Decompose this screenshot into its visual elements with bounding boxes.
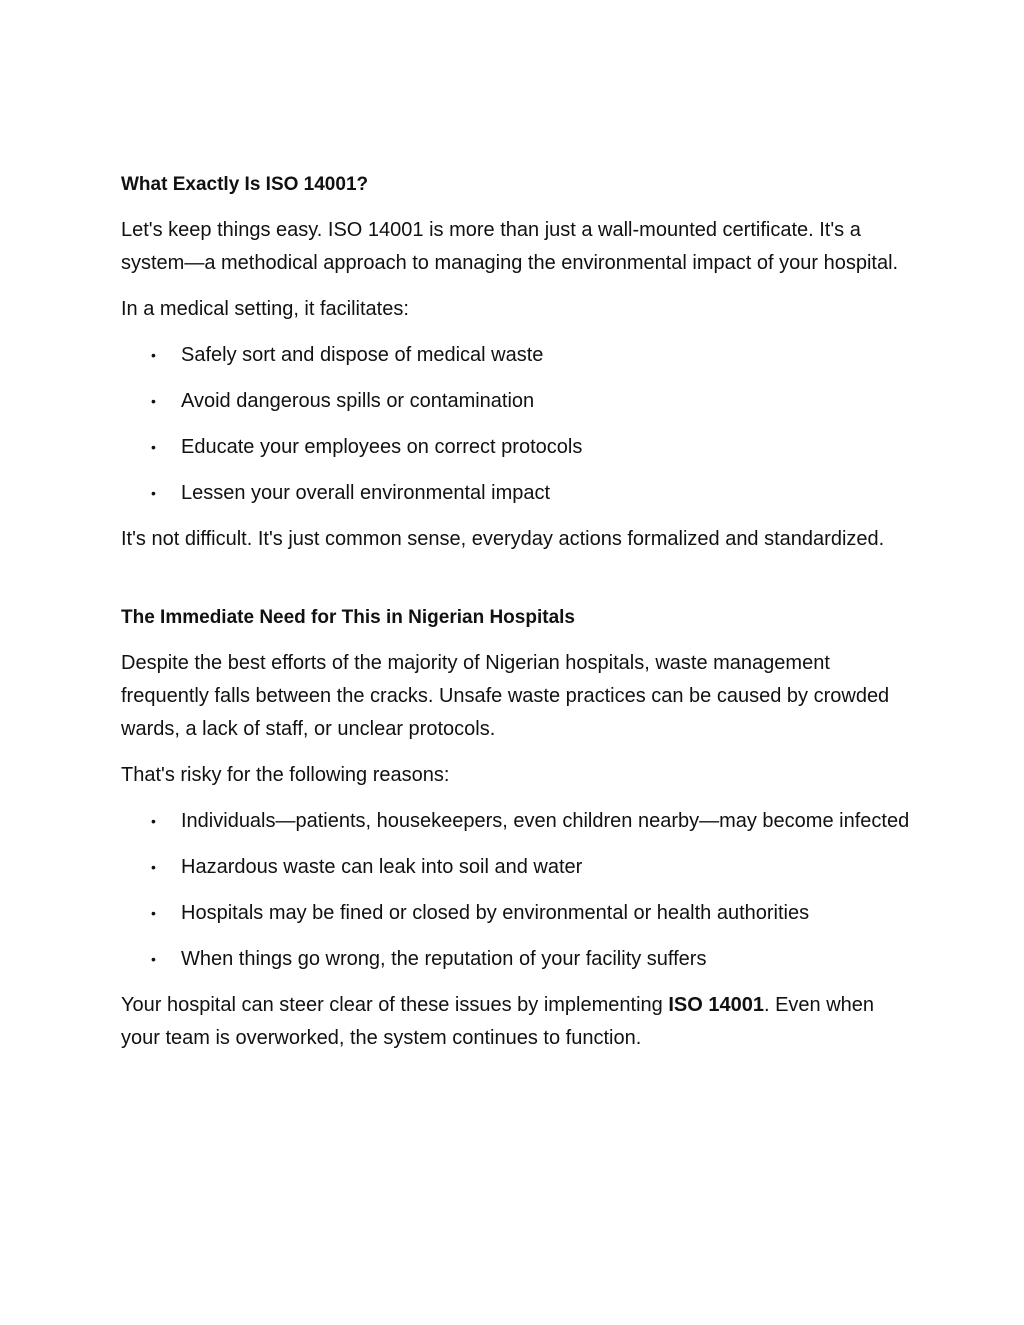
- risks-list: [121, 805, 911, 976]
- section-heading-iso-14001: What Exactly Is ISO 14001?: [121, 174, 369, 195]
- bullet-icon: •: [151, 813, 156, 829]
- bullet-icon: •: [151, 393, 156, 409]
- bullet-icon: •: [151, 347, 156, 363]
- list-item-text: Individuals—patients, housekeepers, even children nearby—may become infected: [181, 810, 910, 832]
- closing-text-end: . Even when your team is overworked, the system continues to function.: [121, 994, 875, 1049]
- closing-text-start: Your hospital can steer clear of these issues by implementing: [121, 994, 669, 1016]
- list-item-text: Safely sort and dispose of medical waste: [181, 344, 544, 366]
- section-spacer: [121, 569, 911, 601]
- list-item: [121, 943, 911, 976]
- list-item: [121, 897, 911, 930]
- list-item: [121, 431, 911, 464]
- list-item-text: When things go wrong, the reputation of your facility suffers: [181, 948, 707, 970]
- document-page: [121, 168, 911, 1068]
- bullet-icon: •: [151, 951, 156, 967]
- bullet-icon: •: [151, 485, 156, 501]
- list-item-text: Avoid dangerous spills or contamination: [181, 390, 535, 412]
- section-closing-paragraph: [121, 989, 911, 1055]
- list-item: [121, 477, 911, 510]
- list-item: [121, 851, 911, 884]
- bullet-icon: •: [151, 439, 156, 455]
- list-item-text: Hazardous waste can leak into soil and water: [181, 856, 583, 878]
- bullet-icon: •: [151, 905, 156, 921]
- list-item: [121, 385, 911, 418]
- section-intro-paragraph: Despite the best efforts of the majority of Nigerian hospitals, waste management frequently falls between the cracks. Unsafe waste practices can be caused by crowded wards, a lack of staff, or unclear protocols.: [121, 652, 890, 740]
- closing-text-bold: ISO 14001: [668, 994, 764, 1016]
- list-item-text: Lessen your overall environmental impact: [181, 482, 551, 504]
- list-item: [121, 339, 911, 372]
- list-lead-paragraph: That's risky for the following reasons:: [121, 764, 450, 786]
- list-item: [121, 805, 911, 838]
- bullet-icon: •: [151, 859, 156, 875]
- list-item-text: Hospitals may be fined or closed by environmental or health authorities: [181, 902, 810, 924]
- section-heading-nigerian-hospitals: The Immediate Need for This in Nigerian Hospitals: [121, 607, 575, 628]
- list-item-text: Educate your employees on correct protocols: [181, 436, 583, 458]
- section-intro-paragraph: Let's keep things easy. ISO 14001 is more than just a wall-mounted certificate. It's a system—a methodical approach to managing the environmental impact of your hospital.: [121, 219, 899, 274]
- list-lead-paragraph: In a medical setting, it facilitates:: [121, 298, 409, 320]
- section-closing-paragraph: It's not difficult. It's just common sense, everyday actions formalized and standardized.: [121, 528, 885, 550]
- facilitates-list: [121, 339, 911, 510]
